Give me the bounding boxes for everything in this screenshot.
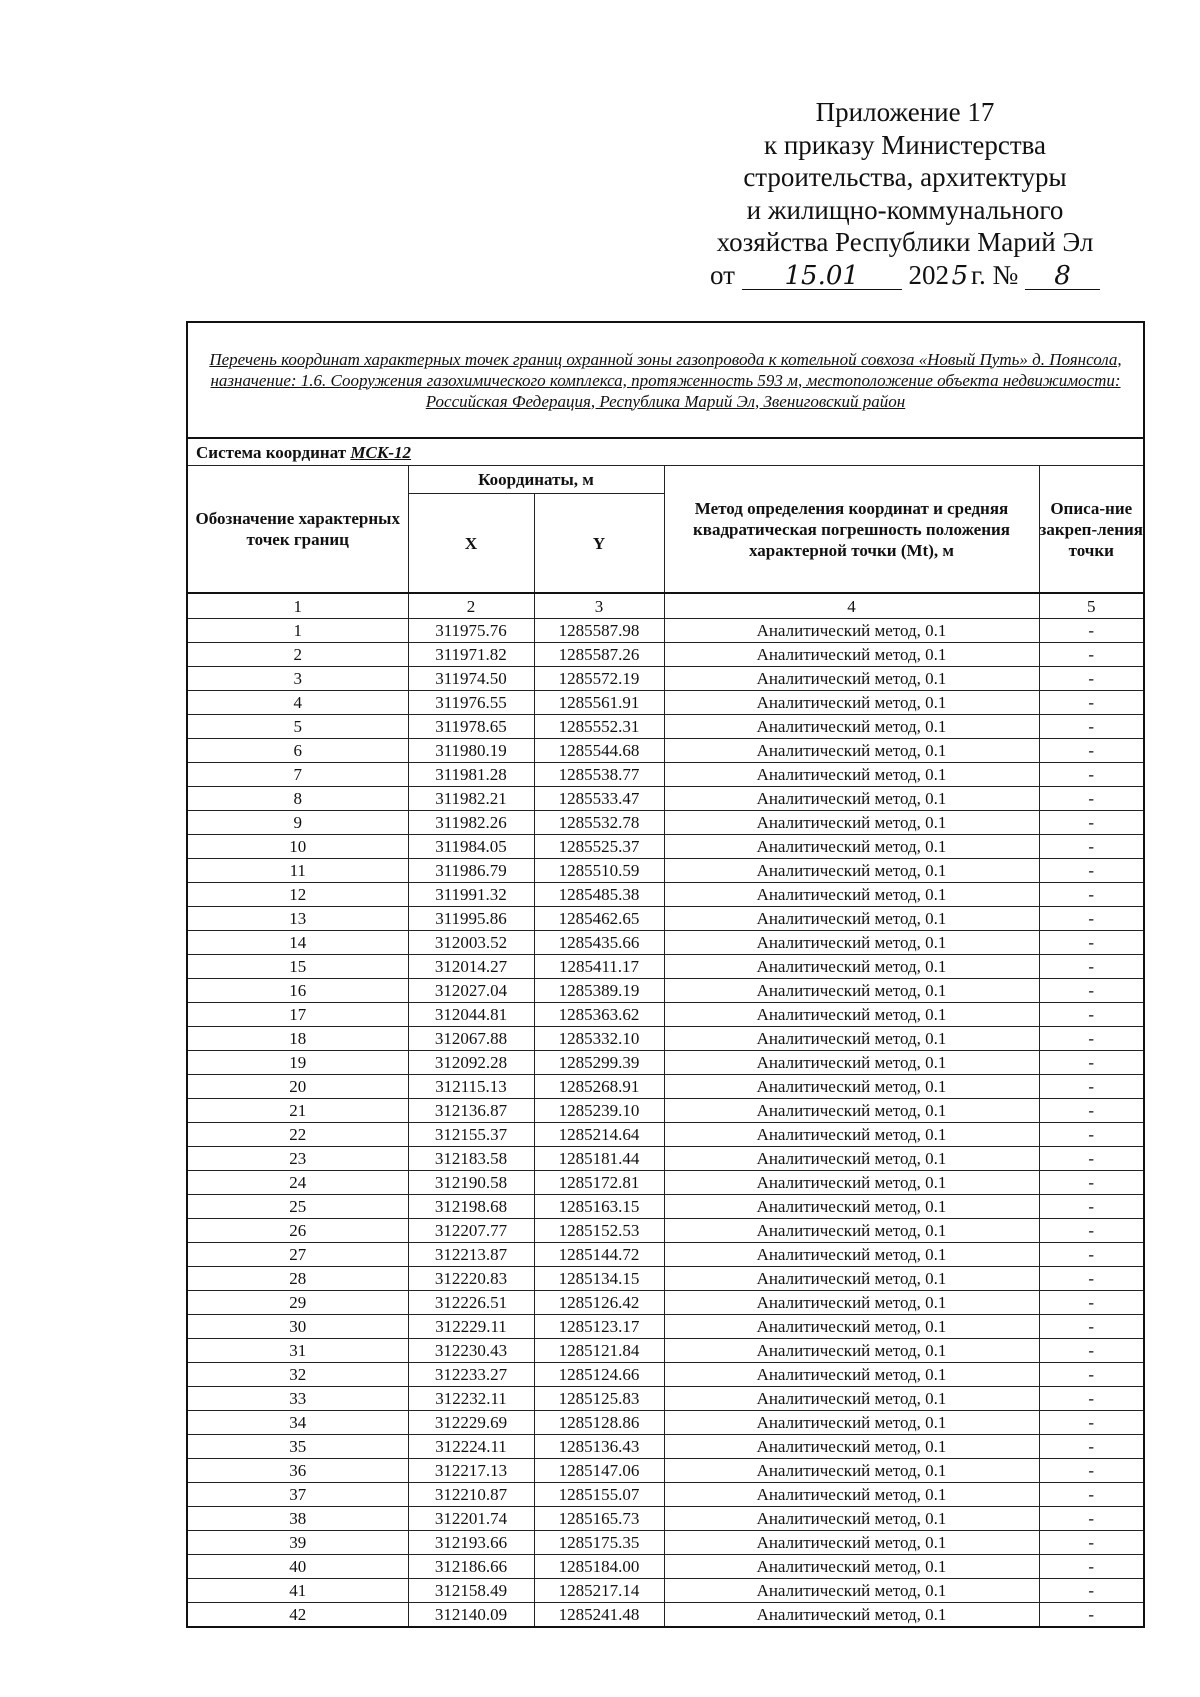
point-number-cell: 19 bbox=[187, 1051, 408, 1075]
method-cell: Аналитический метод, 0.1 bbox=[664, 715, 1039, 739]
x-coordinate-cell: 312092.28 bbox=[408, 1051, 534, 1075]
table-row bbox=[187, 1387, 1144, 1411]
y-coordinate-cell: 1285128.86 bbox=[534, 1411, 664, 1435]
x-coordinate-cell: 312210.87 bbox=[408, 1483, 534, 1507]
table-row bbox=[187, 1411, 1144, 1435]
y-coordinate-cell: 1285124.66 bbox=[534, 1363, 664, 1387]
document-header bbox=[690, 96, 1120, 291]
x-coordinate-cell: 312190.58 bbox=[408, 1171, 534, 1195]
y-coordinate-cell: 1285510.59 bbox=[534, 859, 664, 883]
point-number-cell: 39 bbox=[187, 1531, 408, 1555]
x-coordinate-cell: 312014.27 bbox=[408, 955, 534, 979]
table-row bbox=[187, 1219, 1144, 1243]
fixing-description-cell: - bbox=[1039, 907, 1144, 931]
coordinate-system-label: Система координат bbox=[196, 442, 347, 462]
x-coordinate-cell: 312155.37 bbox=[408, 1123, 534, 1147]
method-cell: Аналитический метод, 0.1 bbox=[664, 883, 1039, 907]
fixing-description-cell: - bbox=[1039, 1051, 1144, 1075]
x-coordinate-cell: 312220.83 bbox=[408, 1267, 534, 1291]
y-coordinate-cell: 1285184.00 bbox=[534, 1555, 664, 1579]
y-coordinate-cell: 1285239.10 bbox=[534, 1099, 664, 1123]
point-number-cell: 11 bbox=[187, 859, 408, 883]
fixing-description-cell: - bbox=[1039, 715, 1144, 739]
x-coordinate-cell: 312198.68 bbox=[408, 1195, 534, 1219]
method-cell: Аналитический метод, 0.1 bbox=[664, 1147, 1039, 1171]
table-caption: Перечень координат характерных точек границ охранной зоны газопровода к котельной совхоза «Новый Путь» д. Поянсола, назначение: 1.6. Сооружения газохимического комплекса, протяженность 593 м, местоположение объекта недвижимости: Российская Федерация, Республика Марий Эл, Звениговский район bbox=[187, 322, 1144, 438]
x-coordinate-cell: 311975.76 bbox=[408, 619, 534, 643]
column-number: 2 bbox=[408, 593, 534, 619]
x-coordinate-cell: 312224.11 bbox=[408, 1435, 534, 1459]
x-coordinate-cell: 312217.13 bbox=[408, 1459, 534, 1483]
point-number-cell: 15 bbox=[187, 955, 408, 979]
y-coordinate-cell: 1285572.19 bbox=[534, 667, 664, 691]
table-row bbox=[187, 811, 1144, 835]
table-row bbox=[187, 1171, 1144, 1195]
point-number-cell: 35 bbox=[187, 1435, 408, 1459]
y-coordinate-cell: 1285123.17 bbox=[534, 1315, 664, 1339]
year-suffix: г. № bbox=[970, 259, 1019, 290]
header-coords: Координаты, м bbox=[408, 466, 664, 494]
method-cell: Аналитический метод, 0.1 bbox=[664, 1291, 1039, 1315]
header-row bbox=[187, 466, 1144, 494]
table-row bbox=[187, 1579, 1144, 1603]
fixing-description-cell: - bbox=[1039, 1387, 1144, 1411]
point-number-cell: 31 bbox=[187, 1339, 408, 1363]
point-number-cell: 21 bbox=[187, 1099, 408, 1123]
table-row bbox=[187, 1099, 1144, 1123]
table-row bbox=[187, 1123, 1144, 1147]
fixing-description-cell: - bbox=[1039, 1363, 1144, 1387]
table-row bbox=[187, 763, 1144, 787]
method-cell: Аналитический метод, 0.1 bbox=[664, 955, 1039, 979]
point-number-cell: 3 bbox=[187, 667, 408, 691]
method-cell: Аналитический метод, 0.1 bbox=[664, 1531, 1039, 1555]
y-coordinate-cell: 1285532.78 bbox=[534, 811, 664, 835]
fixing-description-cell: - bbox=[1039, 1603, 1144, 1628]
table-row bbox=[187, 667, 1144, 691]
x-coordinate-cell: 311971.82 bbox=[408, 643, 534, 667]
y-coordinate-cell: 1285214.64 bbox=[534, 1123, 664, 1147]
table-row bbox=[187, 979, 1144, 1003]
point-number-cell: 6 bbox=[187, 739, 408, 763]
y-coordinate-cell: 1285561.91 bbox=[534, 691, 664, 715]
y-coordinate-cell: 1285587.98 bbox=[534, 619, 664, 643]
fixing-description-cell: - bbox=[1039, 1555, 1144, 1579]
table-row bbox=[187, 787, 1144, 811]
y-coordinate-cell: 1285126.42 bbox=[534, 1291, 664, 1315]
method-cell: Аналитический метод, 0.1 bbox=[664, 907, 1039, 931]
x-coordinate-cell: 311976.55 bbox=[408, 691, 534, 715]
year-digit: 5 bbox=[951, 260, 969, 291]
y-coordinate-cell: 1285163.15 bbox=[534, 1195, 664, 1219]
method-cell: Аналитический метод, 0.1 bbox=[664, 1435, 1039, 1459]
y-coordinate-cell: 1285181.44 bbox=[534, 1147, 664, 1171]
point-number-cell: 26 bbox=[187, 1219, 408, 1243]
point-number-cell: 22 bbox=[187, 1123, 408, 1147]
table-row bbox=[187, 1051, 1144, 1075]
method-cell: Аналитический метод, 0.1 bbox=[664, 619, 1039, 643]
method-cell: Аналитический метод, 0.1 bbox=[664, 811, 1039, 835]
point-number-cell: 4 bbox=[187, 691, 408, 715]
y-coordinate-cell: 1285155.07 bbox=[534, 1483, 664, 1507]
x-coordinate-cell: 312044.81 bbox=[408, 1003, 534, 1027]
column-number-row bbox=[187, 593, 1144, 619]
point-number-cell: 40 bbox=[187, 1555, 408, 1579]
method-cell: Аналитический метод, 0.1 bbox=[664, 643, 1039, 667]
coordinate-system-value: МСК-12 bbox=[350, 442, 412, 462]
point-number-cell: 32 bbox=[187, 1363, 408, 1387]
fixing-description-cell: - bbox=[1039, 739, 1144, 763]
fixing-description-cell: - bbox=[1039, 883, 1144, 907]
fixing-description-cell: - bbox=[1039, 619, 1144, 643]
fixing-description-cell: - bbox=[1039, 691, 1144, 715]
y-coordinate-cell: 1285485.38 bbox=[534, 883, 664, 907]
fixing-description-cell: - bbox=[1039, 1147, 1144, 1171]
coordinate-system bbox=[187, 438, 1144, 466]
y-coordinate-cell: 1285299.39 bbox=[534, 1051, 664, 1075]
point-number-cell: 2 bbox=[187, 643, 408, 667]
fixing-description-cell: - bbox=[1039, 1243, 1144, 1267]
table-row bbox=[187, 1603, 1144, 1628]
fixing-description-cell: - bbox=[1039, 1531, 1144, 1555]
year-prefix: 202 bbox=[908, 259, 949, 290]
x-coordinate-cell: 311980.19 bbox=[408, 739, 534, 763]
fixing-description-cell: - bbox=[1039, 979, 1144, 1003]
y-coordinate-cell: 1285147.06 bbox=[534, 1459, 664, 1483]
fixing-description-cell: - bbox=[1039, 811, 1144, 835]
method-cell: Аналитический метод, 0.1 bbox=[664, 1003, 1039, 1027]
fixing-description-cell: - bbox=[1039, 1435, 1144, 1459]
fixing-description-cell: - bbox=[1039, 1027, 1144, 1051]
method-cell: Аналитический метод, 0.1 bbox=[664, 1075, 1039, 1099]
fixing-description-cell: - bbox=[1039, 1315, 1144, 1339]
method-cell: Аналитический метод, 0.1 bbox=[664, 1027, 1039, 1051]
x-coordinate-cell: 312140.09 bbox=[408, 1603, 534, 1628]
order-number-value: 8 bbox=[1025, 263, 1100, 290]
method-cell: Аналитический метод, 0.1 bbox=[664, 1219, 1039, 1243]
header-line: хозяйства Республики Марий Эл bbox=[716, 227, 1094, 257]
y-coordinate-cell: 1285241.48 bbox=[534, 1603, 664, 1628]
header-y: Y bbox=[534, 494, 664, 594]
header-x: X bbox=[408, 494, 534, 594]
date-prefix: от bbox=[710, 259, 735, 290]
method-cell: Аналитический метод, 0.1 bbox=[664, 1123, 1039, 1147]
fixing-description-cell: - bbox=[1039, 667, 1144, 691]
coordinates-table bbox=[186, 321, 1145, 1628]
y-coordinate-cell: 1285121.84 bbox=[534, 1339, 664, 1363]
y-coordinate-cell: 1285175.35 bbox=[534, 1531, 664, 1555]
table-row bbox=[187, 859, 1144, 883]
x-coordinate-cell: 312232.11 bbox=[408, 1387, 534, 1411]
fixing-description-cell: - bbox=[1039, 763, 1144, 787]
method-cell: Аналитический метод, 0.1 bbox=[664, 763, 1039, 787]
y-coordinate-cell: 1285152.53 bbox=[534, 1219, 664, 1243]
y-coordinate-cell: 1285389.19 bbox=[534, 979, 664, 1003]
fixing-description-cell: - bbox=[1039, 1579, 1144, 1603]
method-cell: Аналитический метод, 0.1 bbox=[664, 859, 1039, 883]
method-cell: Аналитический метод, 0.1 bbox=[664, 787, 1039, 811]
table-row bbox=[187, 1003, 1144, 1027]
header-description: Описа-ние закреп-ления точки bbox=[1039, 466, 1144, 594]
x-coordinate-cell: 312201.74 bbox=[408, 1507, 534, 1531]
y-coordinate-cell: 1285525.37 bbox=[534, 835, 664, 859]
point-number-cell: 29 bbox=[187, 1291, 408, 1315]
x-coordinate-cell: 312229.11 bbox=[408, 1315, 534, 1339]
table-row bbox=[187, 1243, 1144, 1267]
column-number: 1 bbox=[187, 593, 408, 619]
y-coordinate-cell: 1285552.31 bbox=[534, 715, 664, 739]
method-cell: Аналитический метод, 0.1 bbox=[664, 1387, 1039, 1411]
point-number-cell: 10 bbox=[187, 835, 408, 859]
table-row bbox=[187, 1507, 1144, 1531]
x-coordinate-cell: 311991.32 bbox=[408, 883, 534, 907]
x-coordinate-cell: 311978.65 bbox=[408, 715, 534, 739]
fixing-description-cell: - bbox=[1039, 643, 1144, 667]
table-row bbox=[187, 1147, 1144, 1171]
table-row bbox=[187, 883, 1144, 907]
header-point: Обозначение характерных точек границ bbox=[187, 466, 408, 594]
point-number-cell: 5 bbox=[187, 715, 408, 739]
fixing-description-cell: - bbox=[1039, 1267, 1144, 1291]
table-row bbox=[187, 643, 1144, 667]
method-cell: Аналитический метод, 0.1 bbox=[664, 691, 1039, 715]
column-number: 3 bbox=[534, 593, 664, 619]
x-coordinate-cell: 312027.04 bbox=[408, 979, 534, 1003]
x-coordinate-cell: 312003.52 bbox=[408, 931, 534, 955]
fixing-description-cell: - bbox=[1039, 1195, 1144, 1219]
method-cell: Аналитический метод, 0.1 bbox=[664, 1195, 1039, 1219]
y-coordinate-cell: 1285268.91 bbox=[534, 1075, 664, 1099]
order-date-line bbox=[690, 259, 1120, 292]
method-cell: Аналитический метод, 0.1 bbox=[664, 1411, 1039, 1435]
header-line: строительства, архитектуры bbox=[743, 162, 1067, 192]
fixing-description-cell: - bbox=[1039, 1171, 1144, 1195]
table-row bbox=[187, 1315, 1144, 1339]
table-row bbox=[187, 691, 1144, 715]
table-row bbox=[187, 955, 1144, 979]
x-coordinate-cell: 312193.66 bbox=[408, 1531, 534, 1555]
table-row bbox=[187, 1531, 1144, 1555]
y-coordinate-cell: 1285411.17 bbox=[534, 955, 664, 979]
fixing-description-cell: - bbox=[1039, 1483, 1144, 1507]
method-cell: Аналитический метод, 0.1 bbox=[664, 1243, 1039, 1267]
x-coordinate-cell: 312230.43 bbox=[408, 1339, 534, 1363]
x-coordinate-cell: 312183.58 bbox=[408, 1147, 534, 1171]
table-row bbox=[187, 1435, 1144, 1459]
coordinate-system-row bbox=[187, 438, 1144, 466]
table-row bbox=[187, 1075, 1144, 1099]
table-row bbox=[187, 1555, 1144, 1579]
y-coordinate-cell: 1285538.77 bbox=[534, 763, 664, 787]
x-coordinate-cell: 312067.88 bbox=[408, 1027, 534, 1051]
method-cell: Аналитический метод, 0.1 bbox=[664, 1507, 1039, 1531]
header-line: к приказу Министерства bbox=[763, 129, 1047, 160]
y-coordinate-cell: 1285462.65 bbox=[534, 907, 664, 931]
point-number-cell: 24 bbox=[187, 1171, 408, 1195]
order-date-value: 15.01 bbox=[742, 263, 902, 290]
method-cell: Аналитический метод, 0.1 bbox=[664, 835, 1039, 859]
point-number-cell: 25 bbox=[187, 1195, 408, 1219]
method-cell: Аналитический метод, 0.1 bbox=[664, 979, 1039, 1003]
x-coordinate-cell: 312115.13 bbox=[408, 1075, 534, 1099]
method-cell: Аналитический метод, 0.1 bbox=[664, 1483, 1039, 1507]
x-coordinate-cell: 311995.86 bbox=[408, 907, 534, 931]
x-coordinate-cell: 312229.69 bbox=[408, 1411, 534, 1435]
fixing-description-cell: - bbox=[1039, 1099, 1144, 1123]
column-number: 4 bbox=[664, 593, 1039, 619]
point-number-cell: 36 bbox=[187, 1459, 408, 1483]
point-number-cell: 42 bbox=[187, 1603, 408, 1628]
fixing-description-cell: - bbox=[1039, 955, 1144, 979]
point-number-cell: 7 bbox=[187, 763, 408, 787]
header-method: Метод определения координат и средняя квадратическая погрешность положения характерной точки (Mt), м bbox=[664, 466, 1039, 594]
column-number: 5 bbox=[1039, 593, 1144, 619]
table-row bbox=[187, 907, 1144, 931]
point-number-cell: 9 bbox=[187, 811, 408, 835]
point-number-cell: 1 bbox=[187, 619, 408, 643]
y-coordinate-cell: 1285587.26 bbox=[534, 643, 664, 667]
method-cell: Аналитический метод, 0.1 bbox=[664, 1579, 1039, 1603]
y-coordinate-cell: 1285544.68 bbox=[534, 739, 664, 763]
point-number-cell: 41 bbox=[187, 1579, 408, 1603]
x-coordinate-cell: 312207.77 bbox=[408, 1219, 534, 1243]
table-row bbox=[187, 1339, 1144, 1363]
method-cell: Аналитический метод, 0.1 bbox=[664, 1099, 1039, 1123]
x-coordinate-cell: 312136.87 bbox=[408, 1099, 534, 1123]
point-number-cell: 18 bbox=[187, 1027, 408, 1051]
point-number-cell: 33 bbox=[187, 1387, 408, 1411]
table-row bbox=[187, 1027, 1144, 1051]
header-line: и жилищно-коммунального bbox=[746, 194, 1064, 225]
method-cell: Аналитический метод, 0.1 bbox=[664, 1459, 1039, 1483]
x-coordinate-cell: 312213.87 bbox=[408, 1243, 534, 1267]
table-row bbox=[187, 1291, 1144, 1315]
x-coordinate-cell: 312158.49 bbox=[408, 1579, 534, 1603]
table-row bbox=[187, 1267, 1144, 1291]
x-coordinate-cell: 311986.79 bbox=[408, 859, 534, 883]
y-coordinate-cell: 1285533.47 bbox=[534, 787, 664, 811]
fixing-description-cell: - bbox=[1039, 1507, 1144, 1531]
method-cell: Аналитический метод, 0.1 bbox=[664, 1315, 1039, 1339]
point-number-cell: 8 bbox=[187, 787, 408, 811]
fixing-description-cell: - bbox=[1039, 859, 1144, 883]
x-coordinate-cell: 312186.66 bbox=[408, 1555, 534, 1579]
x-coordinate-cell: 311982.21 bbox=[408, 787, 534, 811]
point-number-cell: 16 bbox=[187, 979, 408, 1003]
point-number-cell: 23 bbox=[187, 1147, 408, 1171]
method-cell: Аналитический метод, 0.1 bbox=[664, 1171, 1039, 1195]
point-number-cell: 30 bbox=[187, 1315, 408, 1339]
method-cell: Аналитический метод, 0.1 bbox=[664, 739, 1039, 763]
point-number-cell: 17 bbox=[187, 1003, 408, 1027]
method-cell: Аналитический метод, 0.1 bbox=[664, 1339, 1039, 1363]
point-number-cell: 28 bbox=[187, 1267, 408, 1291]
table-row bbox=[187, 1459, 1144, 1483]
y-coordinate-cell: 1285136.43 bbox=[534, 1435, 664, 1459]
point-number-cell: 13 bbox=[187, 907, 408, 931]
header-line: Приложение 17 bbox=[815, 97, 995, 127]
fixing-description-cell: - bbox=[1039, 1459, 1144, 1483]
y-coordinate-cell: 1285134.15 bbox=[534, 1267, 664, 1291]
method-cell: Аналитический метод, 0.1 bbox=[664, 1555, 1039, 1579]
fixing-description-cell: - bbox=[1039, 1219, 1144, 1243]
fixing-description-cell: - bbox=[1039, 1003, 1144, 1027]
table-row bbox=[187, 739, 1144, 763]
x-coordinate-cell: 311974.50 bbox=[408, 667, 534, 691]
point-number-cell: 12 bbox=[187, 883, 408, 907]
y-coordinate-cell: 1285217.14 bbox=[534, 1579, 664, 1603]
y-coordinate-cell: 1285125.83 bbox=[534, 1387, 664, 1411]
method-cell: Аналитический метод, 0.1 bbox=[664, 1363, 1039, 1387]
table-row bbox=[187, 835, 1144, 859]
fixing-description-cell: - bbox=[1039, 1291, 1144, 1315]
y-coordinate-cell: 1285144.72 bbox=[534, 1243, 664, 1267]
point-number-cell: 37 bbox=[187, 1483, 408, 1507]
point-number-cell: 14 bbox=[187, 931, 408, 955]
x-coordinate-cell: 311981.28 bbox=[408, 763, 534, 787]
fixing-description-cell: - bbox=[1039, 835, 1144, 859]
x-coordinate-cell: 312233.27 bbox=[408, 1363, 534, 1387]
table-row bbox=[187, 931, 1144, 955]
method-cell: Аналитический метод, 0.1 bbox=[664, 1603, 1039, 1628]
table-row bbox=[187, 619, 1144, 643]
point-number-cell: 34 bbox=[187, 1411, 408, 1435]
y-coordinate-cell: 1285435.66 bbox=[534, 931, 664, 955]
x-coordinate-cell: 311982.26 bbox=[408, 811, 534, 835]
fixing-description-cell: - bbox=[1039, 1123, 1144, 1147]
fixing-description-cell: - bbox=[1039, 1075, 1144, 1099]
fixing-description-cell: - bbox=[1039, 931, 1144, 955]
caption-row bbox=[187, 322, 1144, 438]
table-row bbox=[187, 715, 1144, 739]
y-coordinate-cell: 1285165.73 bbox=[534, 1507, 664, 1531]
x-coordinate-cell: 311984.05 bbox=[408, 835, 534, 859]
fixing-description-cell: - bbox=[1039, 1411, 1144, 1435]
y-coordinate-cell: 1285363.62 bbox=[534, 1003, 664, 1027]
point-number-cell: 27 bbox=[187, 1243, 408, 1267]
point-number-cell: 38 bbox=[187, 1507, 408, 1531]
method-cell: Аналитический метод, 0.1 bbox=[664, 1267, 1039, 1291]
x-coordinate-cell: 312226.51 bbox=[408, 1291, 534, 1315]
table-row bbox=[187, 1483, 1144, 1507]
table-row bbox=[187, 1195, 1144, 1219]
method-cell: Аналитический метод, 0.1 bbox=[664, 1051, 1039, 1075]
fixing-description-cell: - bbox=[1039, 1339, 1144, 1363]
method-cell: Аналитический метод, 0.1 bbox=[664, 931, 1039, 955]
y-coordinate-cell: 1285332.10 bbox=[534, 1027, 664, 1051]
fixing-description-cell: - bbox=[1039, 787, 1144, 811]
table-row bbox=[187, 1363, 1144, 1387]
point-number-cell: 20 bbox=[187, 1075, 408, 1099]
y-coordinate-cell: 1285172.81 bbox=[534, 1171, 664, 1195]
method-cell: Аналитический метод, 0.1 bbox=[664, 667, 1039, 691]
